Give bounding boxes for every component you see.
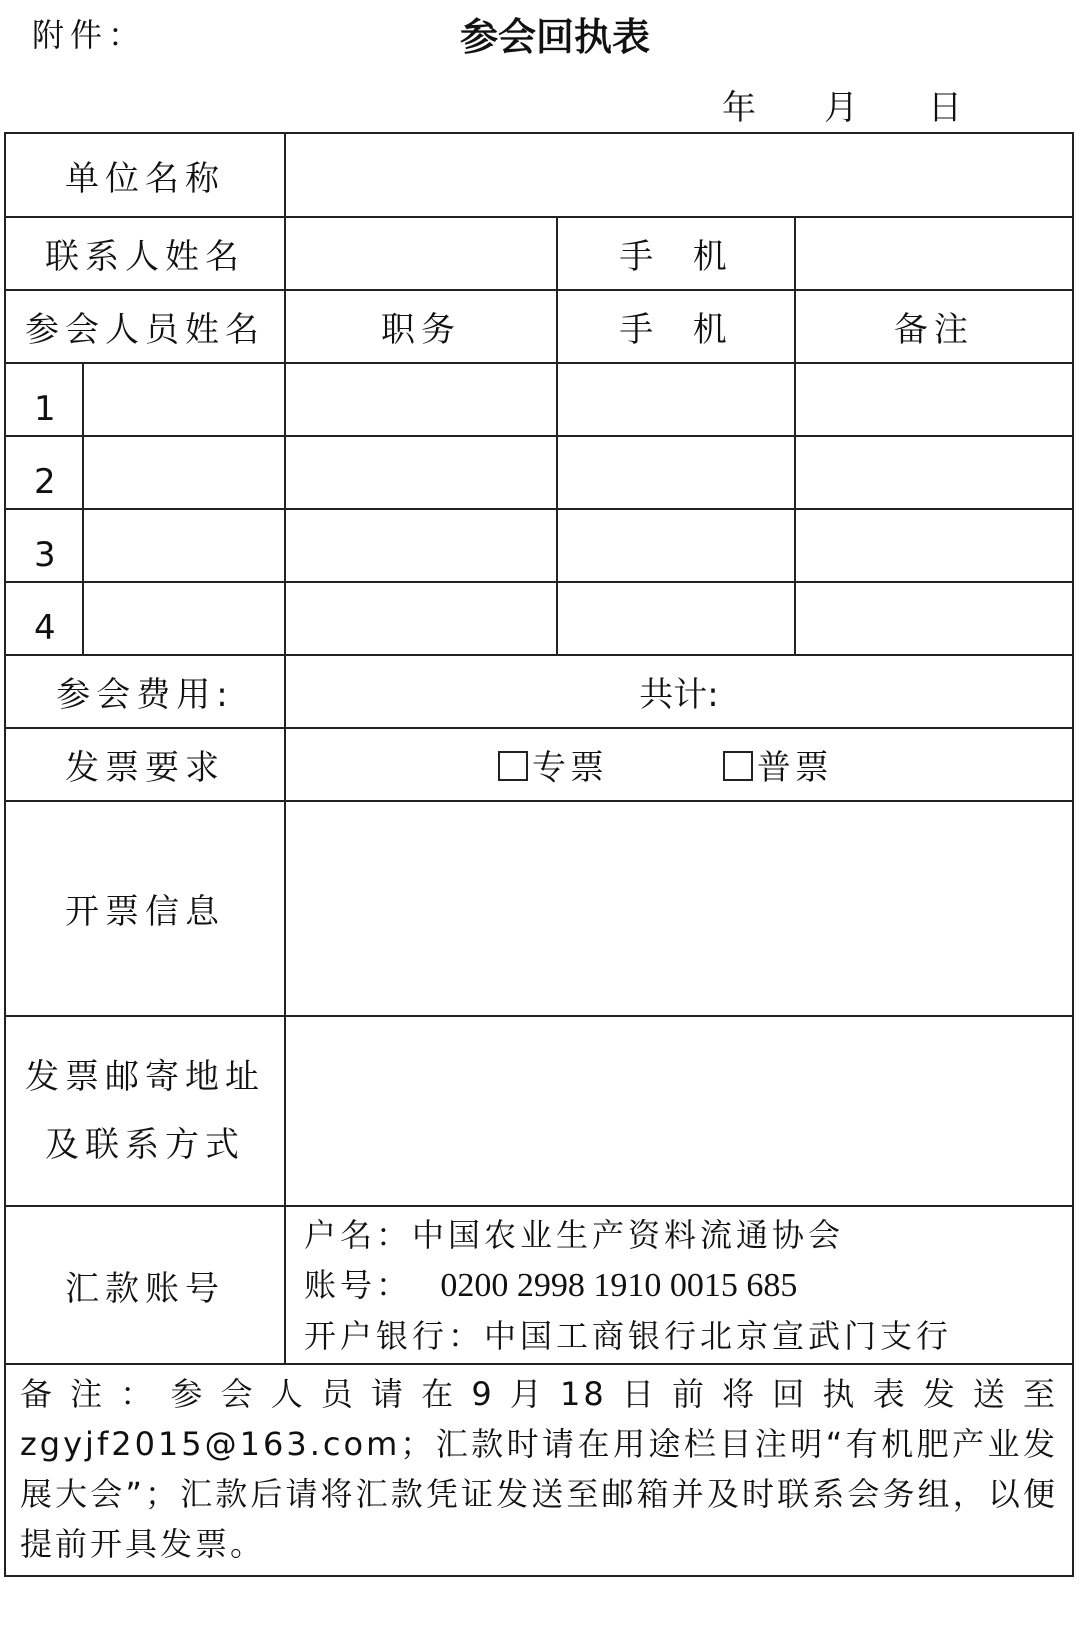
remittance-account-details bbox=[285, 1206, 1073, 1364]
attendee-remark-field[interactable] bbox=[795, 363, 1073, 436]
attendee-row bbox=[5, 509, 1073, 582]
page-title: 参会回执表 bbox=[459, 15, 650, 59]
mailing-address-label-line1: 发票邮寄地址 bbox=[25, 1057, 265, 1097]
mailing-address-label bbox=[5, 1016, 285, 1206]
date-month: 月 bbox=[824, 88, 858, 128]
attendee-mobile-field[interactable] bbox=[557, 509, 795, 582]
attendee-row bbox=[5, 436, 1073, 509]
contact-name-field[interactable] bbox=[285, 217, 557, 290]
account-number: 0200 2998 1910 0015 685 bbox=[440, 1266, 798, 1304]
remark-header: 备注 bbox=[795, 290, 1073, 363]
attendee-row bbox=[5, 363, 1073, 436]
attendee-name-field[interactable] bbox=[83, 509, 285, 582]
contact-mobile-label: 手 机 bbox=[557, 217, 795, 290]
invoice-option-general-label: 普票 bbox=[756, 748, 833, 788]
checkbox-icon[interactable] bbox=[723, 751, 753, 781]
checkbox-icon[interactable] bbox=[498, 751, 528, 781]
date-day: 日 bbox=[928, 88, 962, 128]
attendee-name-field[interactable] bbox=[83, 436, 285, 509]
date-year: 年 bbox=[722, 88, 756, 128]
invoice-option-special-label: 专票 bbox=[532, 748, 608, 788]
row-number: 3 bbox=[5, 509, 83, 582]
account-number-prefix: 账号： bbox=[304, 1265, 413, 1304]
note-text: 备注：参会人员请在9月18日前将回执表发送至zgyjf2015@163.com；汇款时请在用途栏目注明“有机肥产业发展大会”；汇款后请将汇款凭证发送至邮箱并及时联系会务组，以便提前开具发票。 bbox=[5, 1364, 1073, 1576]
contact-mobile-field[interactable] bbox=[795, 217, 1073, 290]
attendee-mobile-field[interactable] bbox=[557, 363, 795, 436]
attendee-position-field[interactable] bbox=[285, 363, 557, 436]
attendee-mobile-field[interactable] bbox=[557, 436, 795, 509]
invoice-option-special[interactable] bbox=[498, 740, 608, 789]
invoice-type-options bbox=[285, 728, 1073, 801]
registration-form-table bbox=[4, 132, 1074, 1577]
row-number: 4 bbox=[5, 582, 83, 655]
attendee-name-header: 参会人员姓名 bbox=[5, 290, 285, 363]
account-number-line bbox=[304, 1260, 1072, 1311]
mailing-address-field[interactable] bbox=[285, 1016, 1073, 1206]
invoice-info-label: 开票信息 bbox=[5, 801, 285, 1016]
attendee-mobile-header: 手 机 bbox=[557, 290, 795, 363]
invoice-option-general[interactable] bbox=[723, 740, 833, 789]
mailing-address-label-line2: 及联系方式 bbox=[45, 1125, 245, 1165]
unit-name-label: 单位名称 bbox=[5, 133, 285, 217]
attendee-position-field[interactable] bbox=[285, 509, 557, 582]
fee-label: 参会费用: bbox=[5, 655, 285, 728]
row-number: 2 bbox=[5, 436, 83, 509]
attendee-remark-field[interactable] bbox=[795, 436, 1073, 509]
attendee-name-field[interactable] bbox=[83, 582, 285, 655]
attendee-name-field[interactable] bbox=[83, 363, 285, 436]
attendee-mobile-field[interactable] bbox=[557, 582, 795, 655]
attendee-row bbox=[5, 582, 1073, 655]
contact-name-label: 联系人姓名 bbox=[5, 217, 285, 290]
invoice-requirement-label: 发票要求 bbox=[5, 728, 285, 801]
account-name: 户名：中国农业生产资料流通协会 bbox=[304, 1215, 845, 1254]
row-number: 1 bbox=[5, 363, 83, 436]
attendee-position-field[interactable] bbox=[285, 582, 557, 655]
fee-total-field[interactable] bbox=[285, 655, 1073, 728]
attachment-label: 附件： bbox=[32, 16, 147, 54]
attendee-position-field[interactable] bbox=[285, 436, 557, 509]
position-header: 职务 bbox=[285, 290, 557, 363]
total-label: 共计: bbox=[639, 675, 719, 715]
attendee-remark-field[interactable] bbox=[795, 509, 1073, 582]
attendee-remark-field[interactable] bbox=[795, 582, 1073, 655]
bank-name: 开户银行：中国工商银行北京宣武门支行 bbox=[304, 1316, 953, 1355]
invoice-info-field[interactable] bbox=[285, 801, 1073, 1016]
unit-name-field[interactable] bbox=[285, 133, 1073, 217]
remittance-account-label: 汇款账号 bbox=[5, 1206, 285, 1364]
